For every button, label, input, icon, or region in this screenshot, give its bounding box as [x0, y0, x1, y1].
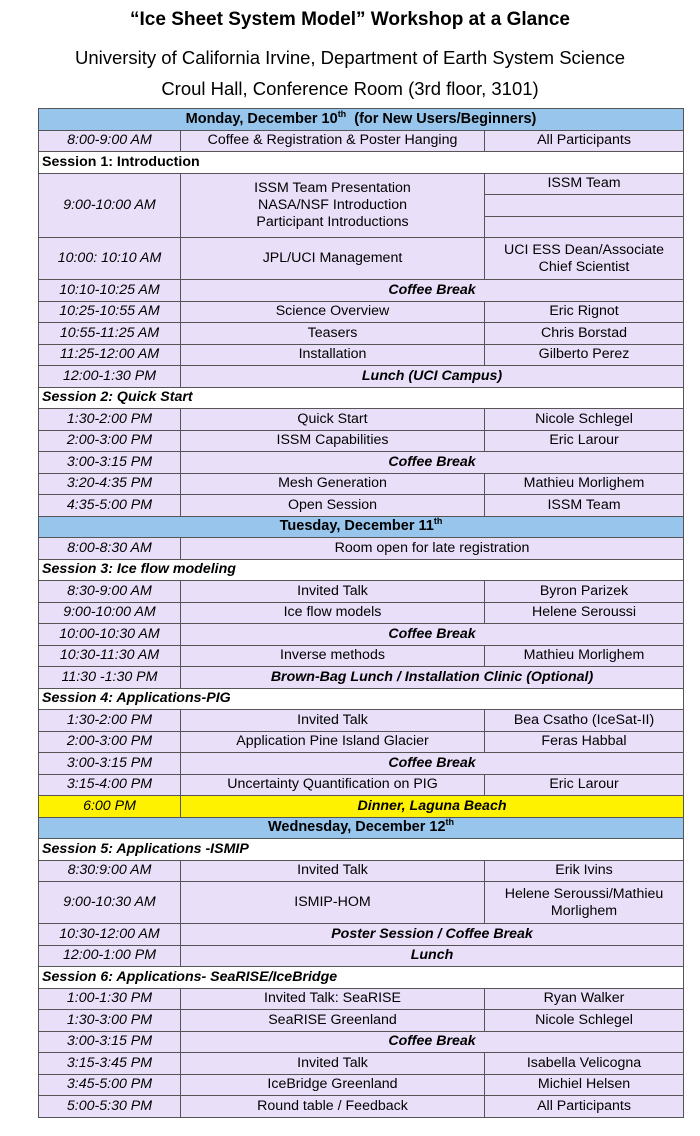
event-cell: Invited Talk	[181, 710, 485, 732]
event-cell: Mesh Generation	[181, 473, 485, 495]
break-cell: Coffee Break	[181, 753, 684, 775]
speaker-cell: Michiel Helsen	[485, 1074, 684, 1096]
day-sup: th	[337, 108, 347, 119]
speaker-cell: Bea Csatho (IceSat-II)	[485, 710, 684, 732]
time-cell: 3:00-3:15 PM	[39, 452, 181, 474]
time-cell: 10:00: 10:10 AM	[39, 238, 181, 280]
day-header-wednesday	[39, 817, 684, 839]
time-cell: 9:00-10:00 AM	[39, 602, 181, 624]
break-cell: Coffee Break	[181, 624, 684, 646]
speaker-cell: All Participants	[485, 130, 684, 152]
break-cell: Coffee Break	[181, 1031, 684, 1053]
time-cell: 3:45-5:00 PM	[39, 1074, 181, 1096]
session-header	[39, 387, 684, 409]
event-cell: Ice flow models	[181, 602, 485, 624]
table-row	[39, 280, 684, 302]
time-cell: 2:00-3:00 PM	[39, 731, 181, 753]
session-title: Session 2: Quick Start	[39, 387, 684, 409]
table-row	[39, 988, 684, 1010]
break-cell: Coffee Break	[181, 280, 684, 302]
speaker-cell: Feras Habbal	[485, 731, 684, 753]
time-cell: 3:00-3:15 PM	[39, 753, 181, 775]
dinner-row	[39, 796, 684, 818]
day-label: Monday, December 10	[185, 110, 338, 127]
table-row	[39, 366, 684, 388]
time-cell: 11:30 -1:30 PM	[39, 667, 181, 689]
speaker-cell: Ryan Walker	[485, 988, 684, 1010]
time-cell: 12:00-1:00 PM	[39, 945, 181, 967]
table-row	[39, 452, 684, 474]
break-cell: Coffee Break	[181, 452, 684, 474]
time-cell: 6:00 PM	[39, 796, 181, 818]
speaker-line: Helene Seroussi/Mathieu	[504, 885, 664, 902]
time-cell: 1:00-1:30 PM	[39, 988, 181, 1010]
event-cell: Science Overview	[181, 301, 485, 323]
speaker-cell: ISSM Team	[485, 495, 684, 517]
speaker-cell	[485, 238, 684, 280]
speaker-cell: ISSM Team	[485, 173, 684, 195]
event-cell: Room open for late registration	[181, 538, 684, 560]
session-header	[39, 839, 684, 861]
event-cell: Installation	[181, 344, 485, 366]
event-cell: Invited Talk	[181, 1053, 485, 1075]
event-line: NASA/NSF Introduction	[257, 196, 408, 213]
table-row	[39, 1053, 684, 1075]
time-cell: 8:00-8:30 AM	[39, 538, 181, 560]
event-cell: Invited Talk	[181, 860, 485, 882]
session-title: Session 4: Applications-PIG	[39, 688, 684, 710]
speaker-line: Morlighem	[550, 902, 618, 919]
time-cell: 10:30-12:00 AM	[39, 924, 181, 946]
table-row	[39, 473, 684, 495]
time-cell: 4:35-5:00 PM	[39, 495, 181, 517]
table-row	[39, 645, 684, 667]
event-cell	[181, 173, 485, 238]
time-cell: 10:30-11:30 AM	[39, 645, 181, 667]
table-row	[39, 774, 684, 796]
event-cell: Uncertainty Quantification on PIG	[181, 774, 485, 796]
event-cell: SeaRISE Greenland	[181, 1010, 485, 1032]
schedule-table	[38, 108, 684, 1118]
time-cell: 3:20-4:35 PM	[39, 473, 181, 495]
table-row	[39, 667, 684, 689]
session-title: Session 1: Introduction	[39, 152, 684, 174]
table-row	[39, 130, 684, 152]
speaker-cell: Mathieu Morlighem	[485, 645, 684, 667]
speaker-cell: Eric Larour	[485, 774, 684, 796]
session-title: Session 3: Ice flow modeling	[39, 559, 684, 581]
event-cell: Inverse methods	[181, 645, 485, 667]
time-cell: 5:00-5:30 PM	[39, 1096, 181, 1118]
time-cell: 3:15-3:45 PM	[39, 1053, 181, 1075]
day-note: (for New Users/Beginners)	[354, 110, 537, 127]
workshop-location: Croul Hall, Conference Room (3rd floor, 3101)	[161, 78, 539, 99]
session-header	[39, 559, 684, 581]
speaker-cell: Eric Rignot	[485, 301, 684, 323]
time-cell: 9:00-10:30 AM	[39, 882, 181, 924]
event-cell: Open Session	[181, 495, 485, 517]
table-row	[39, 581, 684, 603]
table-row	[39, 323, 684, 345]
day-label: Wednesday, December 12	[267, 819, 446, 836]
event-cell: Invited Talk	[181, 581, 485, 603]
table-row	[39, 173, 684, 195]
table-row	[39, 945, 684, 967]
time-cell: 3:00-3:15 PM	[39, 1031, 181, 1053]
session-header	[39, 688, 684, 710]
time-cell: 8:00-9:00 AM	[39, 130, 181, 152]
speaker-line: UCI ESS Dean/Associate	[503, 241, 665, 258]
event-cell: ISMIP-HOM	[181, 882, 485, 924]
speaker-cell: Nicole Schlegel	[485, 409, 684, 431]
table-row	[39, 710, 684, 732]
table-row	[39, 1074, 684, 1096]
event-cell: ISSM Capabilities	[181, 430, 485, 452]
table-row	[39, 624, 684, 646]
speaker-cell: Gilberto Perez	[485, 344, 684, 366]
table-row	[39, 301, 684, 323]
dinner-cell: Dinner, Laguna Beach	[181, 796, 684, 818]
speaker-cell: Mathieu Morlighem	[485, 473, 684, 495]
table-row	[39, 238, 684, 280]
speaker-cell	[485, 195, 684, 217]
speaker-cell: Nicole Schlegel	[485, 1010, 684, 1032]
workshop-subtitle: University of California Irvine, Department of Earth System Science	[74, 47, 626, 68]
break-cell: Lunch	[181, 945, 684, 967]
table-row	[39, 731, 684, 753]
time-cell: 2:00-3:00 PM	[39, 430, 181, 452]
table-row	[39, 753, 684, 775]
day-header-monday	[39, 109, 684, 131]
speaker-cell: Isabella Velicogna	[485, 1053, 684, 1075]
time-cell: 11:25-12:00 AM	[39, 344, 181, 366]
event-cell: Round table / Feedback	[181, 1096, 485, 1118]
speaker-cell: All Participants	[485, 1096, 684, 1118]
table-row	[39, 602, 684, 624]
document-header	[0, 0, 700, 108]
break-cell: Lunch (UCI Campus)	[181, 366, 684, 388]
workshop-title: “Ice Sheet System Model” Workshop at a Glance	[130, 9, 570, 30]
speaker-cell: Byron Parizek	[485, 581, 684, 603]
table-row	[39, 1096, 684, 1118]
table-row	[39, 430, 684, 452]
event-cell: IceBridge Greenland	[181, 1074, 485, 1096]
speaker-cell	[485, 882, 684, 924]
table-row	[39, 344, 684, 366]
session-title: Session 5: Applications -ISMIP	[39, 839, 684, 861]
time-cell: 10:55-11:25 AM	[39, 323, 181, 345]
event-cell: Application Pine Island Glacier	[181, 731, 485, 753]
event-line: Participant Introductions	[256, 213, 409, 230]
session-title: Session 6: Applications- SeaRISE/IceBridge	[39, 967, 684, 989]
time-cell: 1:30-2:00 PM	[39, 710, 181, 732]
table-row	[39, 924, 684, 946]
table-row	[39, 882, 684, 924]
day-label: Tuesday, December 11	[279, 518, 434, 535]
speaker-cell: Chris Borstad	[485, 323, 684, 345]
time-cell: 8:30:9:00 AM	[39, 860, 181, 882]
time-cell: 10:00-10:30 AM	[39, 624, 181, 646]
event-cell: Invited Talk: SeaRISE	[181, 988, 485, 1010]
event-line: ISSM Team Presentation	[254, 179, 411, 196]
time-cell: 1:30-3:00 PM	[39, 1010, 181, 1032]
speaker-cell: Helene Seroussi	[485, 602, 684, 624]
break-cell: Brown-Bag Lunch / Installation Clinic (Optional)	[181, 667, 684, 689]
session-header	[39, 967, 684, 989]
time-cell: 10:10-10:25 AM	[39, 280, 181, 302]
time-cell: 1:30-2:00 PM	[39, 409, 181, 431]
time-cell: 9:00-10:00 AM	[39, 173, 181, 238]
day-sup: th	[433, 516, 443, 527]
table-row	[39, 538, 684, 560]
speaker-cell: Erik Ivins	[485, 860, 684, 882]
break-cell: Poster Session / Coffee Break	[181, 924, 684, 946]
event-cell: Teasers	[181, 323, 485, 345]
day-header-tuesday	[39, 516, 684, 538]
table-row	[39, 495, 684, 517]
time-cell: 12:00-1:30 PM	[39, 366, 181, 388]
day-sup: th	[445, 817, 455, 828]
time-cell: 3:15-4:00 PM	[39, 774, 181, 796]
speaker-line: Chief Scientist	[538, 258, 630, 275]
event-cell: Quick Start	[181, 409, 485, 431]
time-cell: 10:25-10:55 AM	[39, 301, 181, 323]
session-header	[39, 152, 684, 174]
table-row	[39, 1010, 684, 1032]
table-row	[39, 409, 684, 431]
speaker-cell: Eric Larour	[485, 430, 684, 452]
table-row	[39, 860, 684, 882]
event-cell: Coffee & Registration & Poster Hanging	[181, 130, 485, 152]
table-row	[39, 1031, 684, 1053]
time-cell: 8:30-9:00 AM	[39, 581, 181, 603]
speaker-cell	[485, 216, 684, 238]
event-cell: JPL/UCI Management	[181, 238, 485, 280]
